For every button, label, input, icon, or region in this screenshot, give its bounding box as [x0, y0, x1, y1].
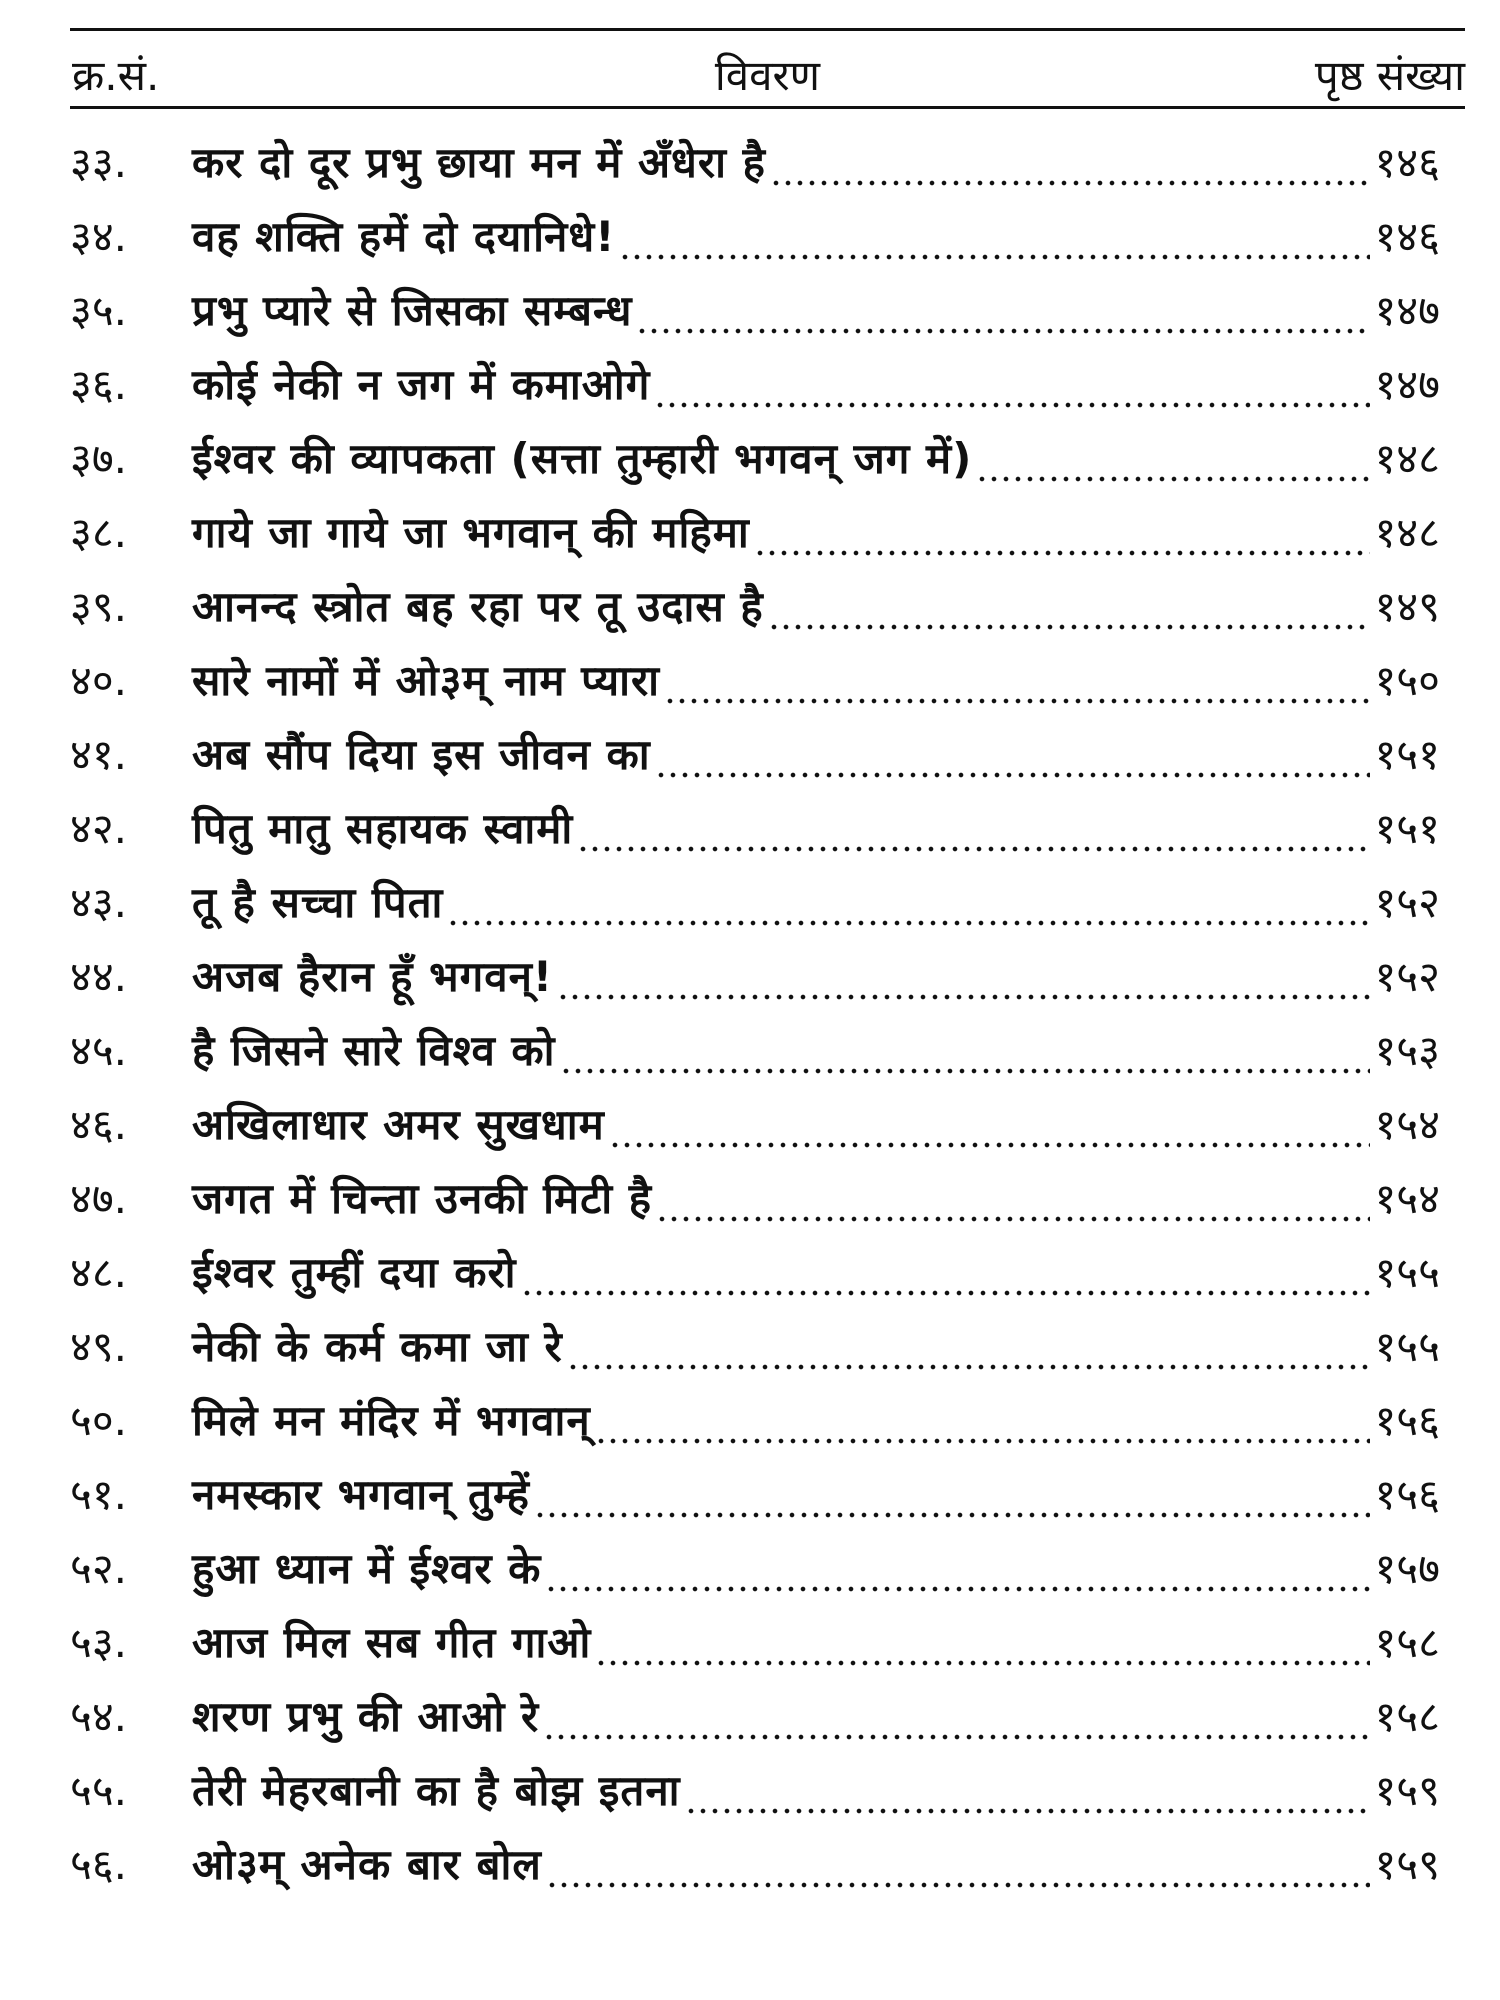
toc-entry [70, 1317, 1440, 1391]
toc-entry [70, 1391, 1440, 1465]
dot-leader [754, 503, 1371, 577]
dot-leader [976, 429, 1370, 503]
toc-entry [70, 355, 1440, 429]
toc-entry [70, 503, 1440, 577]
dot-leader [609, 1095, 1371, 1169]
entry-title: वह शक्ति हमें दो दयानिधे! [192, 212, 616, 261]
entry-page-number: १५७ [1374, 1544, 1440, 1593]
entry-serial-number: ४०. [70, 656, 128, 705]
entry-title: ओ३म् अनेक बार बोल [192, 1840, 542, 1889]
toc-entry [70, 1095, 1440, 1169]
entry-serial-number: ५४. [70, 1692, 128, 1741]
toc-entry [70, 651, 1440, 725]
entry-page-number: १५६ [1374, 1396, 1440, 1445]
entry-serial-number: ४३. [70, 878, 128, 927]
header-page-number: पृष्ठ संख्या [1314, 51, 1465, 100]
entry-serial-number: ५०. [70, 1396, 128, 1445]
entry-title: अब सौंप दिया इस जीवन का [192, 730, 651, 779]
dot-leader [685, 1761, 1371, 1835]
header-serial-number: क्र.सं. [72, 51, 160, 100]
entry-page-number: १५८ [1374, 1692, 1440, 1741]
entry-serial-number: ३७. [70, 434, 128, 483]
toc-entry [70, 873, 1440, 947]
dot-leader [770, 133, 1371, 207]
toc-entry [70, 577, 1440, 651]
entry-serial-number: ४५. [70, 1026, 128, 1075]
entry-title: नेकी के कर्म कमा जा रे [192, 1322, 563, 1371]
entry-serial-number: ५३. [70, 1618, 128, 1667]
entry-page-number: १५४ [1374, 1100, 1440, 1149]
entry-page-number: १४७ [1374, 360, 1440, 409]
toc-entry [70, 1761, 1440, 1835]
entry-page-number: १५९ [1374, 1766, 1440, 1815]
dot-leader [543, 1687, 1370, 1761]
entry-page-number: १४८ [1374, 508, 1440, 557]
entry-page-number: १५३ [1374, 1026, 1440, 1075]
toc-entry [70, 207, 1440, 281]
entry-title: मिले मन मंदिर में भगवान् [192, 1396, 591, 1445]
entry-title: अखिलाधार अमर सुखधाम [192, 1100, 605, 1149]
dot-leader [567, 1317, 1371, 1391]
entry-title: है जिसने सारे विश्व को [192, 1026, 556, 1075]
toc-entry [70, 429, 1440, 503]
dot-leader [664, 651, 1370, 725]
table-of-contents [70, 133, 1440, 1909]
top-rule [70, 28, 1465, 31]
entry-serial-number: ४४. [70, 952, 128, 1001]
entry-title: पितु मातु सहायक स्वामी [192, 804, 574, 853]
toc-entry [70, 1539, 1440, 1613]
dot-leader [656, 1169, 1370, 1243]
dot-leader [534, 1465, 1371, 1539]
entry-title: अजब हैरान हूँ भगवन्! [192, 952, 554, 1001]
dot-leader [521, 1243, 1371, 1317]
dot-leader [546, 1835, 1371, 1909]
entry-page-number: १४६ [1374, 138, 1440, 187]
toc-entry [70, 1835, 1440, 1909]
toc-entry [70, 725, 1440, 799]
entry-page-number: १४८ [1374, 434, 1440, 483]
entry-title: हुआ ध्यान में ईश्वर के [192, 1544, 542, 1593]
dot-leader [619, 207, 1370, 281]
entry-title: कोई नेकी न जग में कमाओगे [192, 360, 651, 409]
entry-serial-number: ४७. [70, 1174, 128, 1223]
dot-leader [545, 1539, 1370, 1613]
entry-serial-number: ३५. [70, 286, 128, 335]
entry-title: आज मिल सब गीत गाओ [192, 1618, 592, 1667]
entry-title: गाये जा गाये जा भगवान् की महिमा [192, 508, 750, 557]
dot-leader [560, 1021, 1371, 1095]
entry-serial-number: ४२. [70, 804, 128, 853]
toc-entry [70, 799, 1440, 873]
entry-page-number: १५२ [1374, 952, 1440, 1001]
entry-page-number: १५६ [1374, 1470, 1440, 1519]
entry-page-number: १५५ [1374, 1248, 1440, 1297]
entry-title: आनन्द स्त्रोत बह रहा पर तू उदास है [192, 582, 764, 631]
dot-leader [595, 1613, 1370, 1687]
entry-serial-number: ४१. [70, 730, 128, 779]
entry-title: तेरी मेहरबानी का है बोझ इतना [192, 1766, 681, 1815]
entry-page-number: १४७ [1374, 286, 1440, 335]
entry-serial-number: ३९. [70, 582, 128, 631]
entry-page-number: १५२ [1374, 878, 1440, 927]
entry-serial-number: ३३. [70, 138, 128, 187]
entry-serial-number: ३६. [70, 360, 128, 409]
entry-serial-number: ३४. [70, 212, 128, 261]
entry-title: कर दो दूर प्रभु छाया मन में अँधेरा है [192, 138, 766, 187]
toc-entry [70, 1169, 1440, 1243]
toc-entry [70, 947, 1440, 1021]
entry-title: सारे नामों में ओ३म् नाम प्यारा [192, 656, 661, 705]
table-header [70, 34, 1465, 100]
entry-page-number: १५९ [1374, 1840, 1440, 1889]
entry-serial-number: ४९. [70, 1322, 128, 1371]
dot-leader [655, 725, 1371, 799]
entry-title: ईश्वर की व्यापकता (सत्ता तुम्हारी भगवन् जग में) [192, 434, 973, 483]
dot-leader [636, 281, 1370, 355]
dot-leader [557, 947, 1370, 1021]
entry-page-number: १५४ [1374, 1174, 1440, 1223]
entry-title: तू है सच्चा पिता [192, 878, 444, 927]
entry-page-number: १४६ [1374, 212, 1440, 261]
entry-page-number: १५१ [1374, 730, 1440, 779]
toc-entry [70, 133, 1440, 207]
entry-title: शरण प्रभु की आओ रे [192, 1692, 540, 1741]
dot-leader [654, 355, 1370, 429]
entry-serial-number: ५६. [70, 1840, 128, 1889]
entry-serial-number: ४८. [70, 1248, 128, 1297]
toc-entry [70, 1687, 1440, 1761]
entry-title: ईश्वर तुम्हीं दया करो [192, 1248, 517, 1297]
toc-entry [70, 1465, 1440, 1539]
dot-leader [447, 873, 1370, 947]
entry-serial-number: ४६. [70, 1100, 128, 1149]
entry-serial-number: ५१. [70, 1470, 128, 1519]
toc-entry [70, 1021, 1440, 1095]
entry-title: नमस्कार भगवान् तुम्हें [192, 1470, 530, 1519]
toc-entry [70, 1243, 1440, 1317]
toc-entry [70, 1613, 1440, 1687]
entry-page-number: १४९ [1374, 582, 1440, 631]
entry-page-number: १५१ [1374, 804, 1440, 853]
entry-page-number: १५८ [1374, 1618, 1440, 1667]
dot-leader [595, 1391, 1371, 1465]
entry-title: प्रभु प्यारे से जिसका सम्बन्ध [192, 286, 633, 335]
entry-serial-number: ५२. [70, 1544, 128, 1593]
header-rule [70, 106, 1465, 109]
entry-page-number: १५० [1374, 656, 1440, 705]
dot-leader [577, 799, 1370, 873]
toc-entry [70, 281, 1440, 355]
entry-serial-number: ५५. [70, 1766, 128, 1815]
dot-leader [768, 577, 1371, 651]
header-description: विवरण [714, 51, 821, 100]
entry-page-number: १५५ [1374, 1322, 1440, 1371]
entry-title: जगत में चिन्ता उनकी मिटी है [192, 1174, 653, 1223]
entry-serial-number: ३८. [70, 508, 128, 557]
